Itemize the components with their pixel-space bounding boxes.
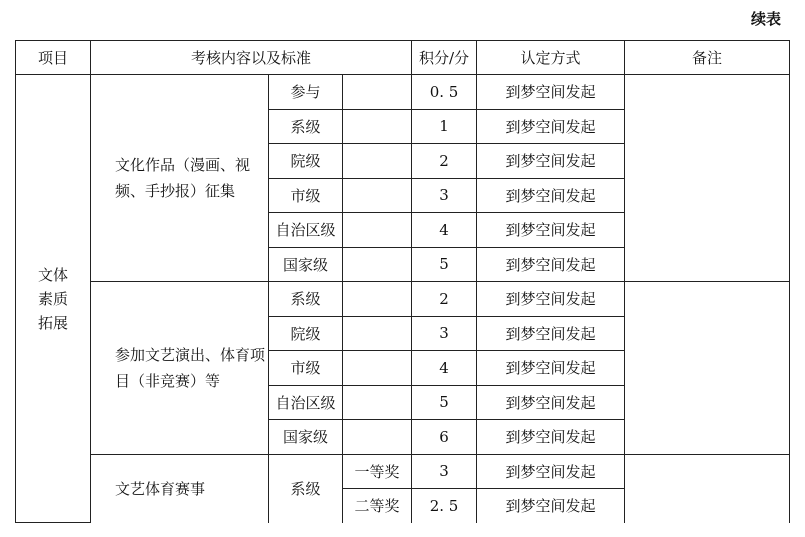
points-cell: 4 <box>412 213 477 248</box>
method-cell: 到梦空间发起 <box>477 213 625 248</box>
notes-cell-group1 <box>625 75 790 282</box>
level-cell: 国家级 <box>269 420 343 455</box>
empty-cell <box>343 144 412 179</box>
category-line-1: 文体 <box>37 265 68 284</box>
method-cell: 到梦空间发起 <box>477 351 625 386</box>
assessment-table <box>15 40 790 523</box>
header-item: 项目 <box>16 41 91 75</box>
group3-title: 文艺体育赛事 <box>91 454 269 523</box>
header-points: 积分/分 <box>412 41 477 75</box>
level-cell: 市级 <box>269 178 343 213</box>
group2-title: 参加文艺演出、体育项目（非竞赛）等 <box>91 282 269 455</box>
table-continued-caption: 续表 <box>750 10 781 28</box>
header-row <box>16 41 790 75</box>
level-cell: 自治区级 <box>269 213 343 248</box>
award-cell: 二等奖 <box>343 489 412 523</box>
level-cell: 系级 <box>269 109 343 144</box>
header-notes: 备注 <box>625 41 790 75</box>
points-cell: 4 <box>412 351 477 386</box>
header-criteria: 考核内容以及标准 <box>91 41 412 75</box>
method-cell: 到梦空间发起 <box>477 75 625 110</box>
method-cell: 到梦空间发起 <box>477 282 625 317</box>
method-cell: 到梦空间发起 <box>477 144 625 179</box>
empty-cell <box>343 351 412 386</box>
method-cell: 到梦空间发起 <box>477 489 625 523</box>
method-cell: 到梦空间发起 <box>477 420 625 455</box>
empty-cell <box>343 178 412 213</box>
empty-cell <box>343 75 412 110</box>
group1-title: 文化作品（漫画、视频、手抄报）征集 <box>91 75 269 282</box>
points-cell: 2 <box>412 144 477 179</box>
method-cell: 到梦空间发起 <box>477 247 625 282</box>
method-cell: 到梦空间发起 <box>477 109 625 144</box>
group3-level: 系级 <box>269 454 343 523</box>
method-cell: 到梦空间发起 <box>477 385 625 420</box>
level-cell: 市级 <box>269 351 343 386</box>
header-method: 认定方式 <box>477 41 625 75</box>
notes-cell-group3 <box>625 454 790 523</box>
category-line-2: 素质 <box>37 289 68 308</box>
method-cell: 到梦空间发起 <box>477 316 625 351</box>
empty-cell <box>343 247 412 282</box>
category-line-3: 拓展 <box>37 313 68 332</box>
points-cell: 5 <box>412 385 477 420</box>
points-cell: 2 <box>412 282 477 317</box>
empty-cell <box>343 109 412 144</box>
points-cell: 5 <box>412 247 477 282</box>
points-cell: 2. 5 <box>412 489 477 523</box>
empty-cell <box>343 213 412 248</box>
notes-cell-group2 <box>625 282 790 455</box>
empty-cell <box>343 385 412 420</box>
table-row <box>16 282 790 317</box>
empty-cell <box>343 420 412 455</box>
empty-cell <box>343 316 412 351</box>
level-cell: 国家级 <box>269 247 343 282</box>
points-cell: 3 <box>412 316 477 351</box>
table-row <box>16 75 790 110</box>
points-cell: 0. 5 <box>412 75 477 110</box>
level-cell: 院级 <box>269 316 343 351</box>
points-cell: 3 <box>412 178 477 213</box>
points-cell: 3 <box>412 454 477 489</box>
level-cell: 系级 <box>269 282 343 317</box>
points-cell: 6 <box>412 420 477 455</box>
method-cell: 到梦空间发起 <box>477 454 625 489</box>
award-cell: 一等奖 <box>343 454 412 489</box>
level-cell: 自治区级 <box>269 385 343 420</box>
method-cell: 到梦空间发起 <box>477 178 625 213</box>
category-cell <box>16 75 91 523</box>
table-row <box>16 454 790 489</box>
empty-cell <box>343 282 412 317</box>
points-cell: 1 <box>412 109 477 144</box>
level-cell: 参与 <box>269 75 343 110</box>
level-cell: 院级 <box>269 144 343 179</box>
